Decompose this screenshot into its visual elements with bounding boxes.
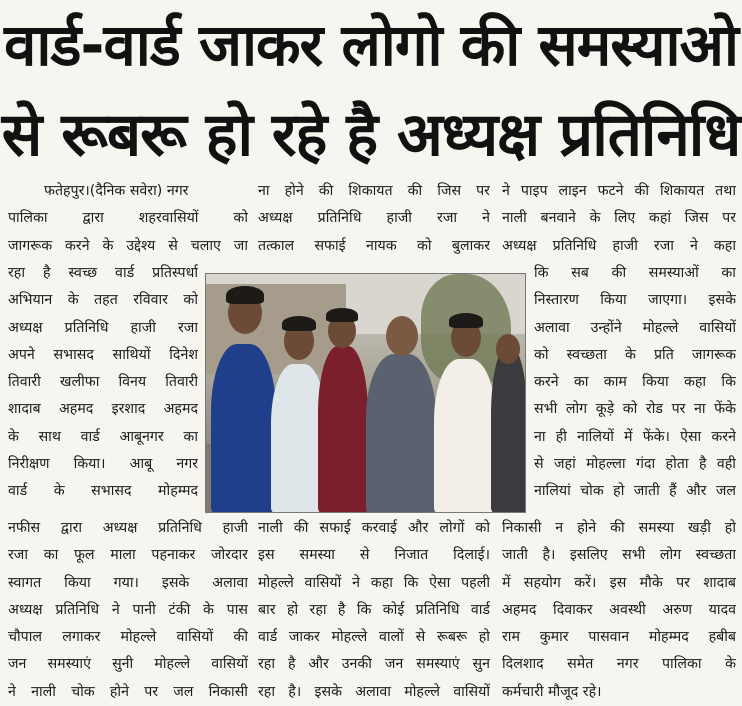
text-line: अध्यक्ष प्रतिनिधि ने पानी टंकी के पास (8, 601, 248, 618)
text-line: वार्ड जाकर मोहल्ले वालों से रूबरू हो (258, 629, 490, 646)
text-line: स्वागत किया गया। इसके अलावा (8, 574, 248, 591)
article-column-3-bottom (502, 515, 736, 706)
text-line: रहा है। इसके अलावा मोहल्ले वासियों (258, 683, 490, 700)
text-line: रजा का फूल माला पहनाकर जोरदार (8, 547, 248, 564)
text-line: कि सब की समस्याओं का (534, 265, 736, 281)
text-line: जाती है। इसलिए सभी लोग स्वच्छता (502, 547, 736, 564)
text-line: ने नाली चोक होने पर जल निकासी (8, 683, 248, 700)
text-line: पालिका द्वारा शहरवासियों को (8, 210, 248, 227)
text-line: राम कुमार पासवान मोहम्मद हबीब (502, 629, 736, 646)
text-line: इस समस्या से निजात दिलाई। (258, 547, 490, 564)
text-line: ने पाइप लाइन फटने की शिकायत तथा (502, 183, 736, 199)
text-line: दिलशाद समेत नगर पालिका के (502, 656, 736, 673)
text-line: में सहयोग करें। इस मौके पर शादाब (502, 574, 736, 591)
article-column-1-wrap (8, 260, 198, 506)
text-line: अभियान के तहत रविवार को (8, 292, 198, 309)
headline-line-1: वार्ड-वार्ड जाकर लोगो की समस्याओ (4, 11, 738, 79)
text-line: अध्यक्ष प्रतिनिधि हाजी रजा ने कहा (502, 237, 736, 254)
text-line: चौपाल लगाकर मोहल्ले वासियों की (8, 629, 248, 646)
text-line: निस्तारण किया जाएगा। इसके (534, 292, 736, 309)
text-line: बार हो रहा है कि कोई प्रतिनिधि वार्ड (258, 601, 490, 618)
text-line: नालियां चोक हो जाती हैं और जल (534, 483, 736, 500)
text-line: सभी लोग कूड़े को रोड पर ना फेंके (534, 401, 736, 418)
text-line: ना होने की शिकायत की जिस पर (258, 183, 490, 199)
text-line: से जहां मोहल्ला गंदा होता है वही (534, 456, 736, 473)
text-line: अहमद दिवाकर अवस्थी अरुण यादव (502, 601, 736, 618)
text-line: कर्मचारी मौजूद रहे। (502, 683, 602, 700)
article-column-3-top (502, 178, 736, 260)
article-column-3-wrap (534, 260, 736, 506)
text-line: नाली की सफाई करवाई और लोगों को (258, 520, 490, 536)
text-line: अपने सभासद साथियों दिनेश (8, 346, 198, 363)
text-line: मोहल्ले वासियों ने कहा कि ऐसा पहली (258, 574, 490, 591)
article-column-2-top (258, 178, 490, 260)
text-line: तत्काल सफाई नायक को बुलाकर (258, 237, 490, 254)
article-column-1 (8, 178, 248, 260)
text-line: करने का काम किया कहा कि (534, 374, 736, 391)
text-line: वार्ड के सभासद मोहम्मद (8, 483, 198, 500)
text-line: जागरूक करने के उद्देश्य से चलाए जा (8, 237, 248, 254)
text-line: नफीस द्वारा अध्यक्ष प्रतिनिधि हाजी (8, 520, 248, 536)
text-line: अध्यक्ष प्रतिनिधि हाजी रजा ने (258, 210, 490, 227)
text-line: के साथ वार्ड आबूनगर का (8, 428, 198, 445)
text-line: रहा है और उनकी जन समस्याएं सुन (258, 656, 490, 673)
headline-line-2: से रूबरू हो रहे है अध्यक्ष प्रतिनिधि (1, 100, 741, 170)
text-line: तिवारी खलीफा विनय तिवारी (8, 374, 198, 391)
text-line: नाली बनवाने के लिए कहां जिस पर (502, 210, 736, 227)
article-column-2-bottom (258, 515, 490, 706)
text-line: शादाब अहमद इरशाद अहमद (8, 401, 198, 418)
text-line: निरीक्षण किया। आबू नगर (8, 456, 198, 473)
text-line: अध्यक्ष प्रतिनिधि हाजी रजा (8, 319, 198, 336)
text-line: रहा है स्वच्छ वार्ड प्रतिस्पर्धा (8, 265, 198, 281)
article-column-1-bottom (8, 515, 248, 706)
text-line: अलावा उन्होंने मोहल्ले वासियों (534, 319, 736, 336)
text-line: फतेहपुर।(दैनिक सवेरा) नगर (44, 183, 189, 199)
text-line: ना ही नालियों में फेंके। ऐसा करने (534, 428, 736, 445)
text-line: जन समस्याएं सुनी मोहल्ले वासियों (8, 656, 248, 673)
text-line: निकासी न होने की समस्या खड़ी हो (502, 520, 736, 536)
text-line: को स्वच्छता के प्रति जागरूक (534, 346, 736, 363)
news-photo (205, 273, 526, 513)
